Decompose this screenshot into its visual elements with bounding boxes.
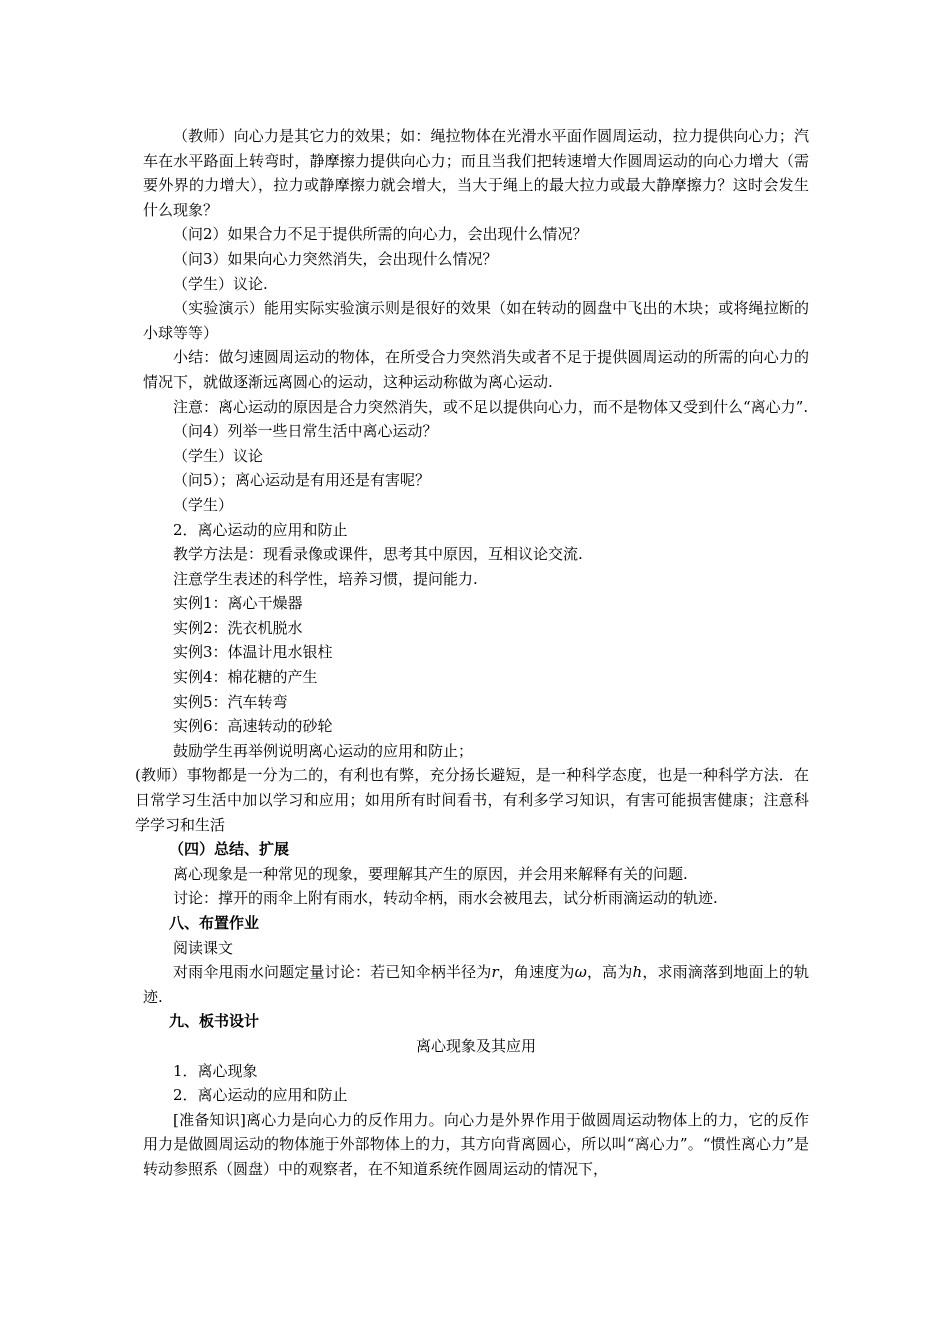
paragraph-student: （学生） [173,495,234,514]
paragraph-question-2: （问2）如果合力不足于提供所需的向心力，会出现什么情况？ [173,225,588,244]
paragraph-method: 教学方法是：现看录像或课件，思考其中原因，互相议论交流. [173,545,583,564]
heading-section-4: （四）总结、扩展 [169,840,290,859]
paragraph-note: 注意：离心运动的原因是合力突然消失，或不足以提供向心力，而不是物体又受到什么“离心力”. [173,397,809,416]
paragraph-attention: 注意学生表述的科学性，培养习惯，提问能力. [173,569,478,588]
paragraph-homework [143,960,809,1009]
example-3: 实例3：体温计甩水银柱 [173,643,333,662]
paragraph-encourage: 鼓励学生再举例说明离心运动的应用和防止； [173,741,474,760]
board-item-2: 2．离心运动的应用和防止 [173,1086,348,1105]
board-item-1: 1．离心现象 [173,1061,258,1080]
paragraph-question-5: （问5）；离心运动是有用还是有害呢？ [173,471,431,490]
example-6: 实例6：高速转动的砂轮 [173,717,333,736]
paragraph-prep-knowledge: [准备知识]离心力是向心力的反作用力。向心力是外界作用于做圆周运动物体上的力，它的反作用力是做圆周运动的物体施于外部物体上的力，其方向背离圆心，所以叫“离心力”。“惯性离心力”是转动参照系（圆盘）中的观察者，在不知道系统作圆周运动的情况下， [143,1110,809,1178]
variable-h: h [632,963,643,982]
heading-section-9: 九、板书设计 [169,1012,260,1031]
homework-text-b: ，角速度为 [498,963,575,982]
paragraph-experiment-demo: （实验演示）能用实际实验演示则是很好的效果（如在转动的圆盘中飞出的木块；或将绳拉断的小球等等） [143,299,809,342]
variable-omega: ω [574,963,587,982]
paragraph-summary: 小结：做匀速圆周运动的物体，在所受合力突然消失或者不足于提供圆周运动的所需的向心力的情况下，就做逐渐远离圆心的运动，这种运动称做为离心运动. [143,348,809,391]
paragraph-student-discuss: （学生）议论. [173,274,268,293]
example-2: 实例2：洗衣机脱水 [173,618,303,637]
paragraph-read-text: 阅读课文 [173,938,234,957]
document-page [135,124,809,1182]
homework-text-a: 对雨伞甩雨水问题定量讨论：若已知伞柄半径为 [173,963,492,982]
variable-r: r [491,963,499,982]
paragraph-teacher-conclusion: (教师）事物都是一分为二的，有利也有弊，充分扬长避短，是一种科学态度，也是一种科学方法．在日常学习生活中加以学习和应用；如用所有时间看书，有利多学习知识，有害可能损害健康；注意科学学习和生活 [135,766,809,834]
homework-text-c: ，高为 [586,963,633,982]
example-1: 实例1：离心干燥器 [173,594,303,613]
paragraph-section-4-2: 讨论：撑开的雨伞上附有雨水，转动伞柄，雨水会被甩去，试分析雨滴运动的轨迹. [173,889,718,908]
heading-section-8: 八、布置作业 [169,914,260,932]
paragraph-teacher-intro: （教师）向心力是其它力的效果；如：绳拉物体在光滑水平面作圆周运动，拉力提供向心力；汽车在水平路面上转弯时，静摩擦力提供向心力；而且当我们把转速增大作圆周运动的向心力增大（需要外界的力增大），拉力或静摩擦力就会增大，当大于绳上的最大拉力或最大静摩擦力？这时会发生什么现象？ [143,127,809,219]
paragraph-student-discuss-2: （学生）议论 [173,446,264,465]
example-4: 实例4：棉花糖的产生 [173,668,318,687]
paragraph-section-4-1: 离心现象是一种常见的现象，要理解其产生的原因，并会用来解释有关的问题. [173,864,688,883]
homework-text-d: ，求雨滴落到地面上的轨迹. [143,963,809,1006]
example-5: 实例5：汽车转弯 [173,692,288,711]
paragraph-question-4: （问4）列举一些日常生活中离心运动？ [173,422,438,441]
paragraph-question-3: （问3）如果向心力突然消失，会出现什么情况？ [173,249,498,268]
paragraph-section-2: 2．离心运动的应用和防止 [173,520,348,539]
board-title: 离心现象及其应用 [415,1036,536,1055]
